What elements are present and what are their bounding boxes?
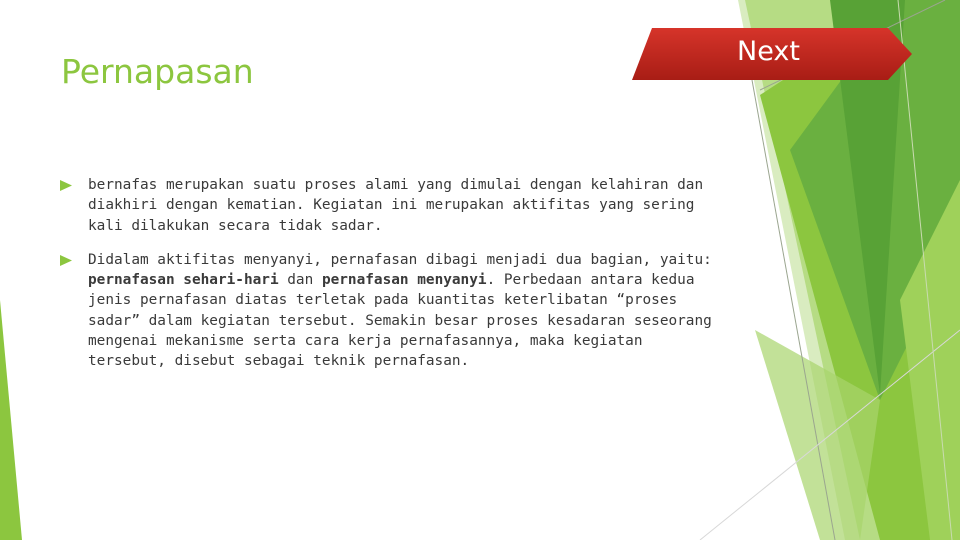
bullet-list — [60, 175, 720, 386]
bullet-text-emphasis: pernafasan sehari-hari — [88, 272, 279, 289]
bullet-text-emphasis: pernafasan menyanyi — [321, 272, 487, 289]
next-button[interactable] — [632, 28, 912, 80]
triangle-right-icon — [60, 255, 72, 266]
bullet-text-pre: Didalam aktifitas menyanyi, pernafasan dibagi menjadi dua bagian, yaitu: — [88, 251, 712, 268]
bullet-text-post: . Perbedaan antara kedua jenis pernafasan diatas terletak pada kuantitas keterlibatan “proses sadar” dalam kegiatan tersebut. Semakin besar proses kesadaran seseorang mengenai mekanisme serta cara kerja pernafasannya, maka kegiatan tersebut, disebut sebagai teknik pernafasan. — [88, 272, 712, 370]
list-item — [60, 250, 720, 372]
bullet-text: bernafas merupakan suatu proses alami yang dimulai dengan kelahiran dan diakhiri dengan kematian. Kegiatan ini merupakan aktifitas yang sering kali dilakukan secara tidak sadar. — [88, 177, 704, 234]
triangle-right-icon — [60, 180, 72, 191]
left-accent-shape — [0, 300, 22, 540]
next-button-label: Next — [737, 36, 800, 67]
bullet-text-mid: dan — [278, 272, 322, 289]
slide-title: Pernapasan — [61, 52, 254, 91]
list-item — [60, 175, 720, 236]
